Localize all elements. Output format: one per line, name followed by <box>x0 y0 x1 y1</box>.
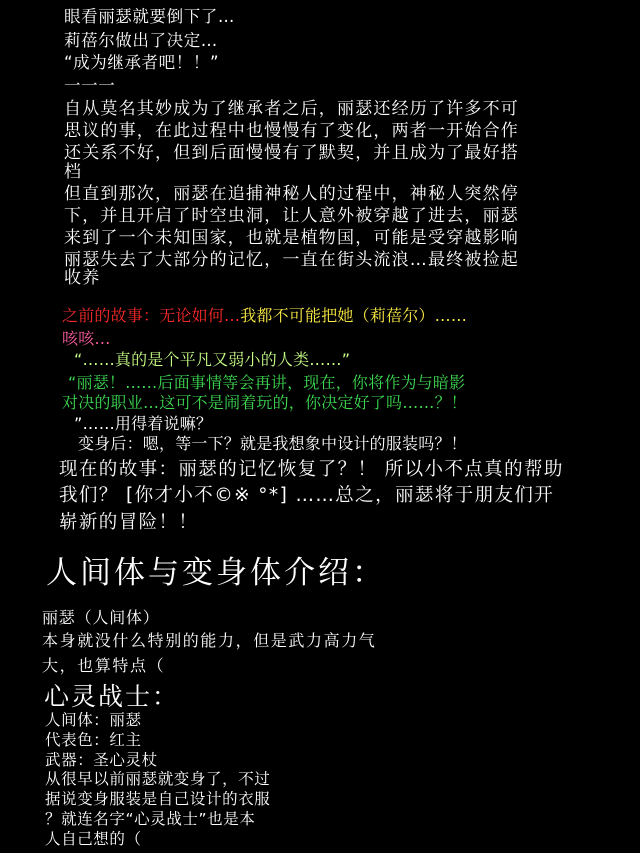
warrior-human-form: 人间体：丽瑟 <box>45 711 142 729</box>
warrior-desc-1: 从很早以前丽瑟就变身了，不过 <box>45 770 271 788</box>
intro-line-9: 但直到那次，丽瑟在追捕神秘人的过程中，神秘人突然停 <box>64 184 519 204</box>
warrior-desc-2: 据说变身服装是自己设计的衣服 <box>45 790 271 808</box>
intro-line-8: 档 <box>64 162 83 182</box>
quote-lise-line-1: “丽瑟！……后面事情等会再讲，现在，你将作为与暗影 <box>68 373 466 392</box>
intro-line-13: 收养 <box>64 268 101 288</box>
intro-line-1: 眼看丽瑟就要倒下了… <box>64 7 235 26</box>
quote-lise-line-2: 对决的职业…这可不是闹着玩的，你决定好了吗……？！ <box>62 393 468 412</box>
intro-line-2: 莉蓓尔做出了决定… <box>64 31 218 50</box>
current-story-line-1: 现在的故事：丽瑟的记忆恢复了？！ 所以小不点真的帮助 <box>59 459 564 480</box>
intro-line-12: 丽瑟失去了大部分的记忆，一直在街头流浪…最终被捡起 <box>64 250 519 270</box>
intro-line-11: 来到了一个未知国家，也就是植物国，可能是受穿越影响 <box>64 228 519 248</box>
previous-story-label: 之前的故事： <box>62 306 160 325</box>
introduction-heading: 人间体与变身体介绍： <box>46 555 386 591</box>
intro-divider: 一一一 <box>64 76 116 95</box>
current-story-line-2: 我们？ [你才小不©※ °*] ……总之，丽瑟将于朋友们开 <box>59 485 555 506</box>
quote-weak-human: “……真的是个平凡又弱小的人类……” <box>74 350 351 369</box>
after-transform-line: 变身后：嗯，等一下？就是我想象中设计的服装吗？！ <box>78 434 467 453</box>
quote-reply: ”……用得着说嘛？ <box>74 414 213 433</box>
human-form-desc-2: 大，也算特点（ <box>42 656 166 675</box>
current-story-line-3: 崭新的冒险！！ <box>59 512 199 533</box>
warrior-weapon: 武器：圣心灵杖 <box>45 751 158 769</box>
warrior-desc-3: ？就连名字“心灵战士”也是本 <box>45 810 256 828</box>
intro-line-7: 还关系不好，但到后面慢慢有了默契，并且成为了最好搭 <box>64 143 519 163</box>
warrior-color: 代表色：红主 <box>45 731 142 749</box>
intro-line-5: 自从莫名其妙成为了继承者之后，丽瑟还经历了许多不可 <box>64 99 519 119</box>
spirit-warrior-heading: 心灵战士： <box>44 682 180 711</box>
warrior-desc-4: 人自己想的（ <box>45 830 142 848</box>
cough-line: 咳咳… <box>62 329 111 348</box>
intro-line-6: 思议的事，在此过程中也慢慢有了变化，两者一开始合作 <box>64 121 519 141</box>
previous-story-line <box>62 306 467 326</box>
human-form-title: 丽瑟（人间体） <box>42 608 160 627</box>
previous-story-part2: 我都不可能把她（莉蓓尔）…… <box>240 306 468 325</box>
previous-story-part1: 无论如何… <box>159 306 241 325</box>
intro-line-10: 下，并且开启了时空虫洞，让人意外被穿越了进去，丽瑟 <box>64 206 519 226</box>
intro-quote: “成为继承者吧！！” <box>64 53 220 72</box>
human-form-desc-1: 本身就没什么特别的能力，但是武力高力气 <box>42 631 377 650</box>
